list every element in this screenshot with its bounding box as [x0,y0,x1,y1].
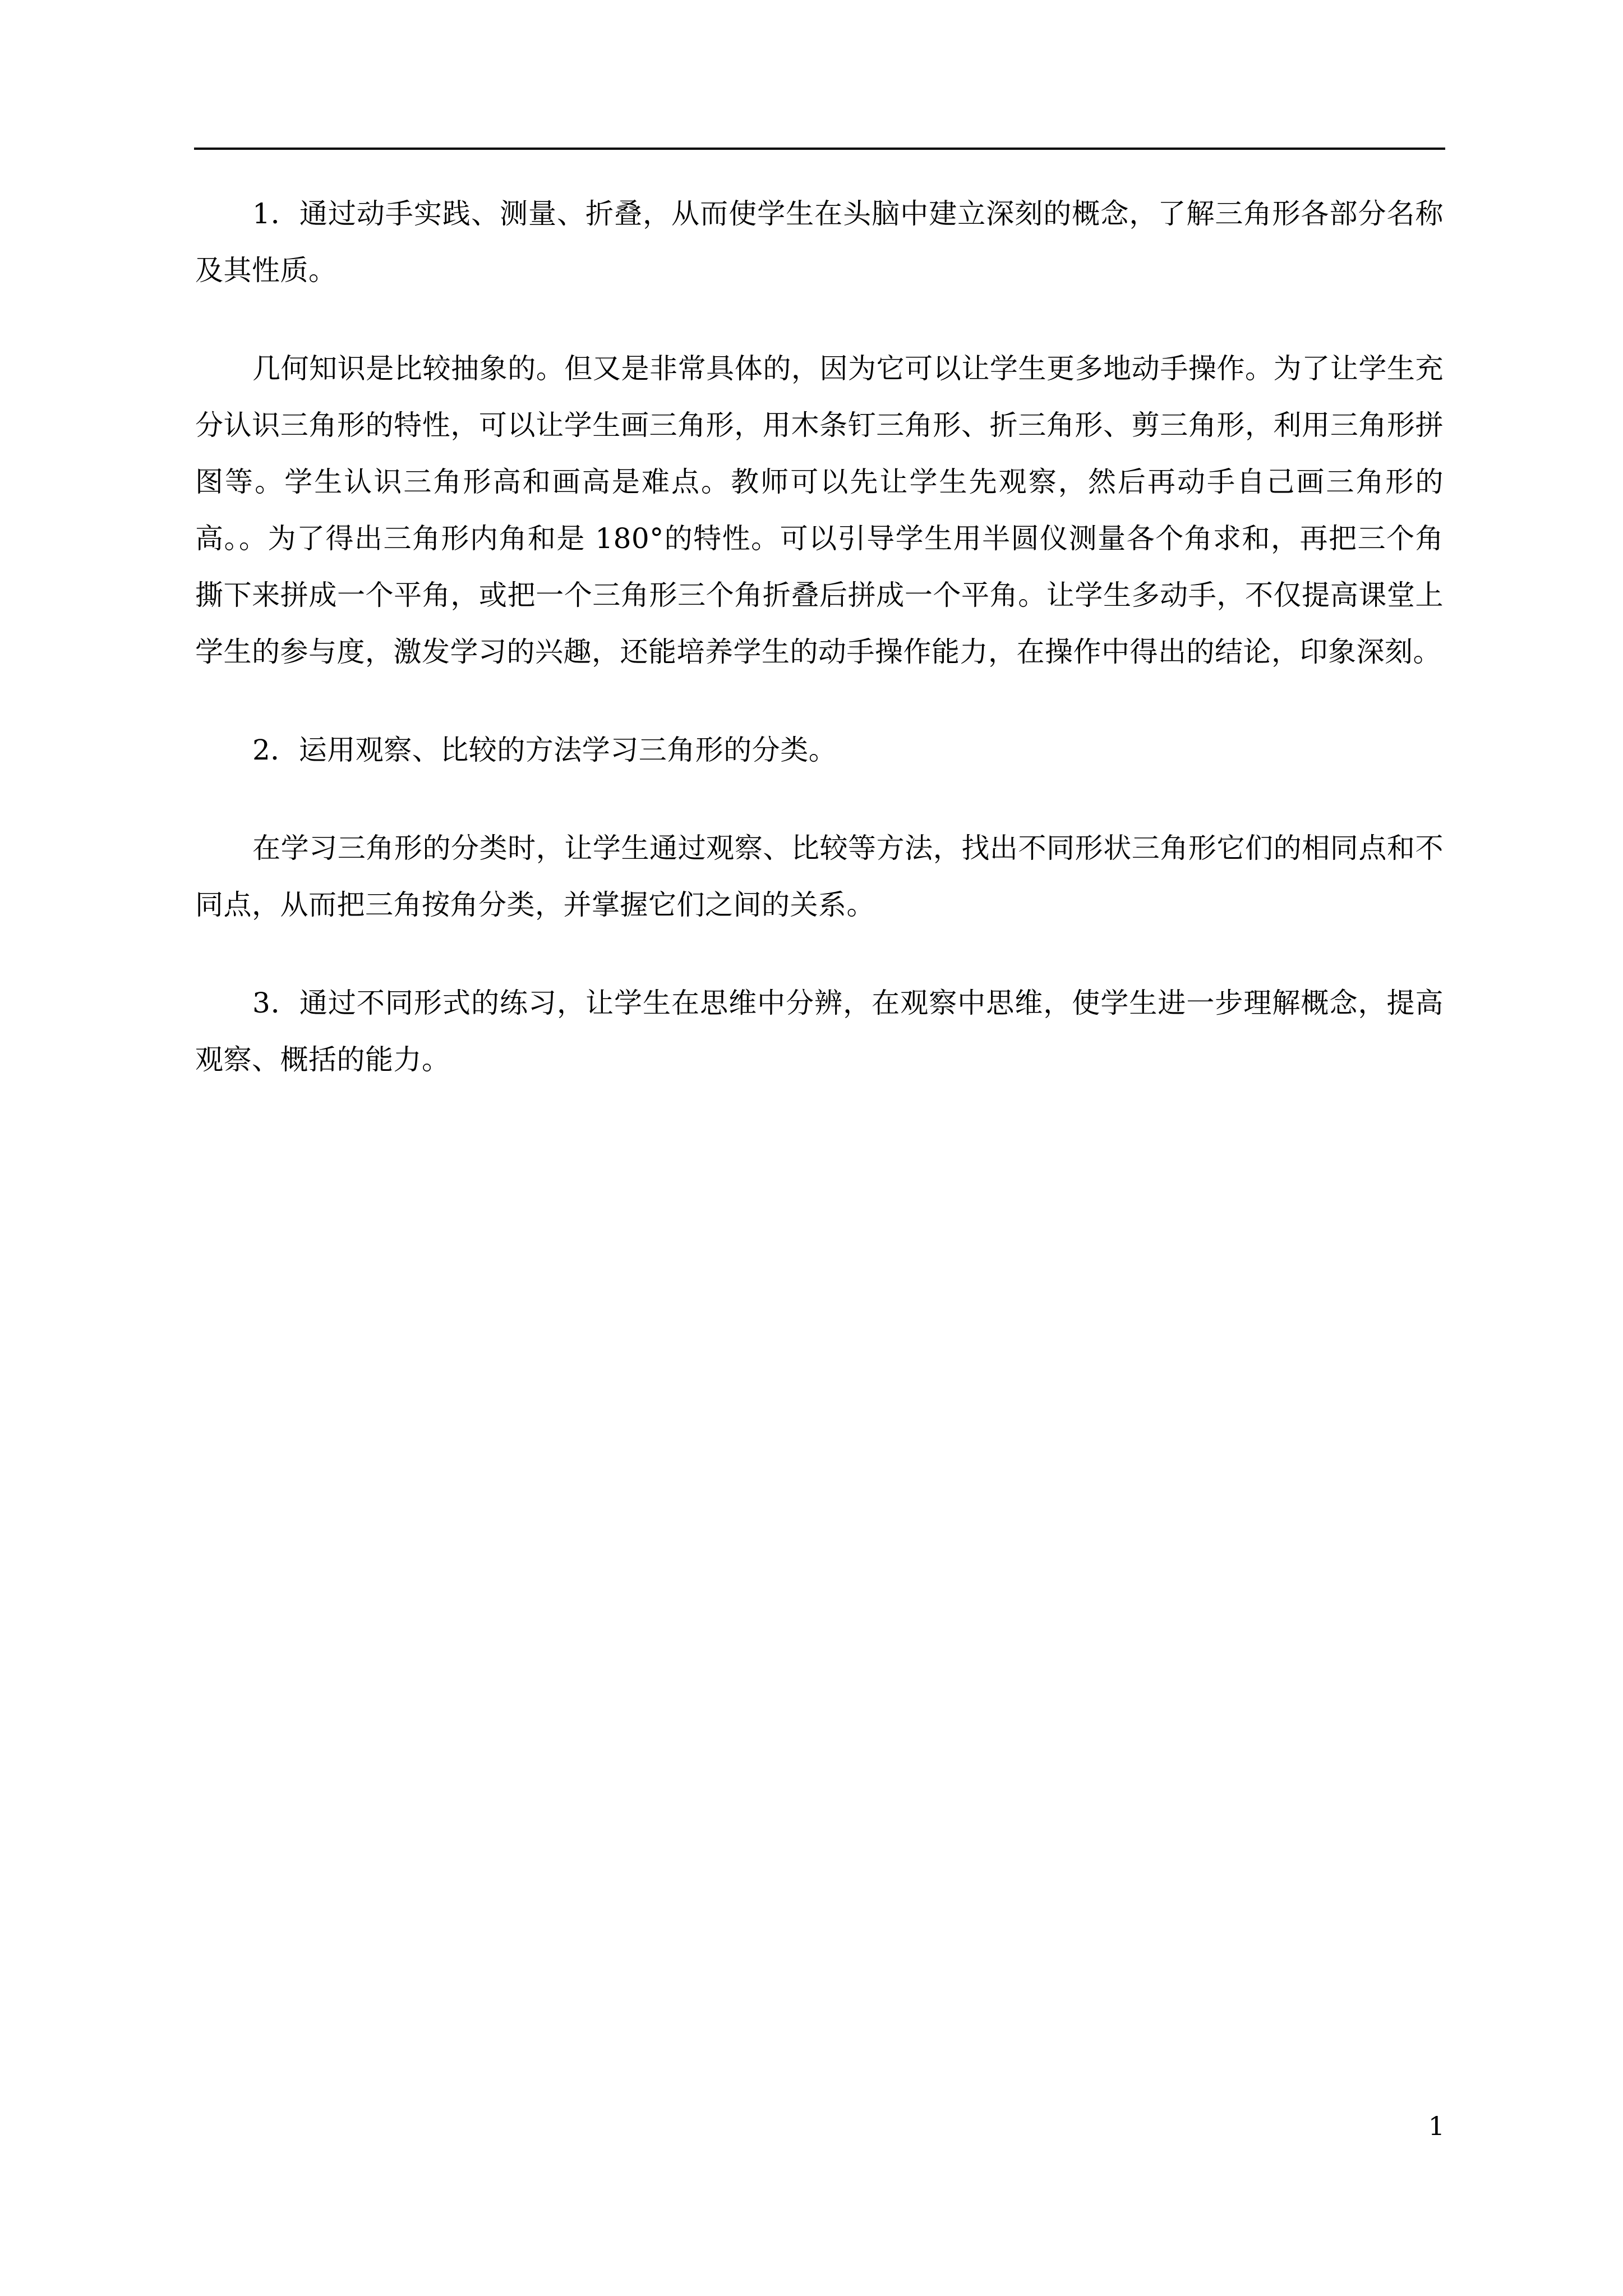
page-number: 1 [1428,2111,1445,2141]
paragraph-point-2: 2．运用观察、比较的方法学习三角形的分类。 [252,734,837,766]
header-rule [194,148,1445,150]
paragraph-classification-explanation: 在学习三角形的分类时，让学生通过观察、比较等方法，找出不同形状三角形它们的相同点和不同点，从而把三角按角分类，并掌握它们之间的关系。 [195,832,1444,921]
paragraph-point-3: 3．通过不同形式的练习，让学生在思维中分辨，在观察中思维，使学生进一步理解概念，提高观察、概括的能力。 [195,987,1444,1076]
paragraph-point-1: 1．通过动手实践、测量、折叠，从而使学生在头脑中建立深刻的概念，了解三角形各部分名称及其性质。 [195,197,1444,287]
paragraph-geometry-explanation: 几何知识是比较抽象的。但又是非常具体的，因为它可以让学生更多地动手操作。为了让学生充分认识三角形的特性，可以让学生画三角形，用木条钉三角形、折三角形、剪三角形，利用三角形拼图等。学生认识三角形高和画高是难点。教师可以先让学生先观察，然后再动手自己画三角形的高。。为了得出三角形内角和是 180°的特性。可以引导学生用半圆仪测量各个角求和，再把三个角撕下来拼成一个平角，或把一个三角形三个角折叠后拼成一个平角。让学生多动手，不仅提高课堂上学生的参与度，激发学习的兴趣，还能培养学生的动手操作能力，在操作中得出的结论，印象深刻。 [195,352,1444,668]
document-body [195,186,1444,1130]
